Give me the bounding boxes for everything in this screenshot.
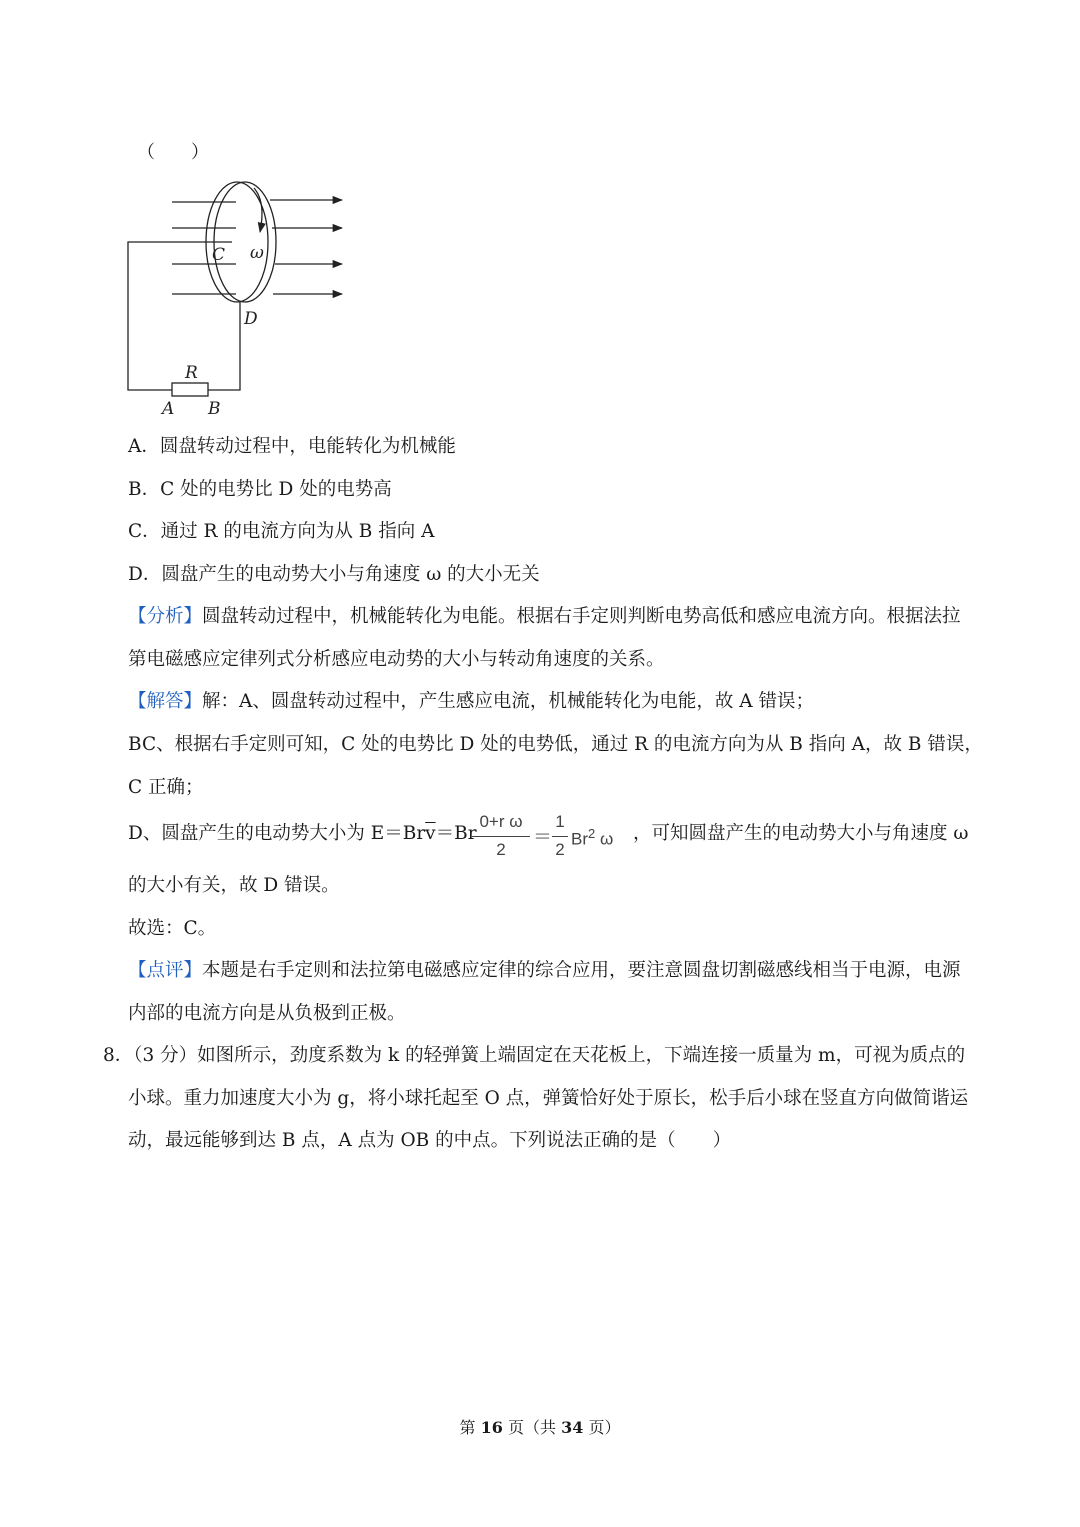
solution-formula-line: D、圆盘产生的电动势大小为 $E=Br\overline{v}=Br$ (128, 823, 477, 844)
page-total: 34 (561, 1418, 584, 1437)
equals-sign: ＝ (533, 827, 553, 848)
solution-choice: 故选：C。 (128, 918, 217, 939)
fraction-1-bar (472, 836, 530, 837)
comment-tag: 【点评】 (128, 960, 203, 981)
analysis-tag: 【分析】 (128, 606, 203, 627)
option-d: D．圆盘产生的电动势大小与角速度 ω 的大小无关 (128, 564, 540, 585)
solution-formula-suffix: ，可知圆盘产生的电动势大小与角速度 ω (633, 823, 969, 844)
comment-line-1: 【点评】本题是右手定则和法拉第电磁感应定律的综合应用，要注意圆盘切割磁感线相当于电源，电源 (128, 960, 961, 981)
fraction-2-denominator: 2 (555, 840, 565, 859)
page-footer: 第 16 页（共 34 页） (459, 1418, 621, 1437)
label-d: D (244, 309, 258, 329)
option-c: C．通过 R 的电流方向为从 B 指向 A (128, 521, 435, 542)
question-parenthesis: （ ） (137, 142, 209, 163)
option-a: A．圆盘转动过程中，电能转化为机械能 (128, 436, 456, 457)
page-number: 16 (480, 1418, 503, 1437)
circuit-wire-right (208, 302, 240, 390)
question-8-line-1: 8．（3 分）如图所示，劲度系数为 k 的轻弹簧上端固定在天花板上，下端连接一质量为 m，可视为质点的 (103, 1045, 966, 1066)
fraction-1-denominator: 2 (496, 840, 506, 859)
question-8-line-3: 动，最远能够到达 B 点，A 点为 OB 的中点。下列说法正确的是（ ） (128, 1130, 732, 1151)
analysis-line-1: 【分析】圆盘转动过程中，机械能转化为电能。根据右手定则判断电势高低和感应电流方向。根据法拉 (128, 606, 961, 627)
fraction-1-numerator: 0+r ω (479, 812, 523, 831)
analysis-line-2: 第电磁感应定律列式分析感应电动势的大小与转动角速度的关系。 (128, 649, 665, 670)
comment-line-2: 内部的电流方向是从负极到正极。 (128, 1003, 406, 1024)
label-r: R (185, 363, 198, 383)
solution-tag: 【解答】 (128, 691, 203, 712)
solution-line-3: C 正确； (128, 777, 204, 798)
formula-br: Br$^2$ ω (571, 826, 614, 849)
label-a: A (162, 399, 175, 419)
label-c: C (212, 245, 226, 265)
solution-line-5: 的大小有关，故 D 错误。 (128, 875, 340, 896)
solution-line-1: 【解答】解：A、圆盘转动过程中，产生感应电流，机械能转化为电能，故 A 错误； (128, 691, 814, 712)
fraction-2-numerator: 1 (555, 812, 565, 831)
resistor (172, 383, 208, 396)
option-b: B．C 处的电势比 D 处的电势高 (128, 479, 392, 500)
rotation-arrow (254, 188, 262, 232)
solution-line-2: BC、根据右手定则可知，C 处的电势比 D 处的电势低，通过 R 的电流方向为从 B 指向 A，故 B 错误， (128, 734, 983, 755)
disk-circuit-figure (120, 172, 360, 422)
fraction-2-bar (552, 836, 568, 837)
label-omega: ω (250, 243, 264, 263)
question-8-line-2: 小球。重力加速度大小为 g，将小球托起至 O 点，弹簧恰好处于原长，松手后小球在竖直方向做简谐运 (128, 1088, 969, 1109)
label-b: B (208, 399, 221, 419)
